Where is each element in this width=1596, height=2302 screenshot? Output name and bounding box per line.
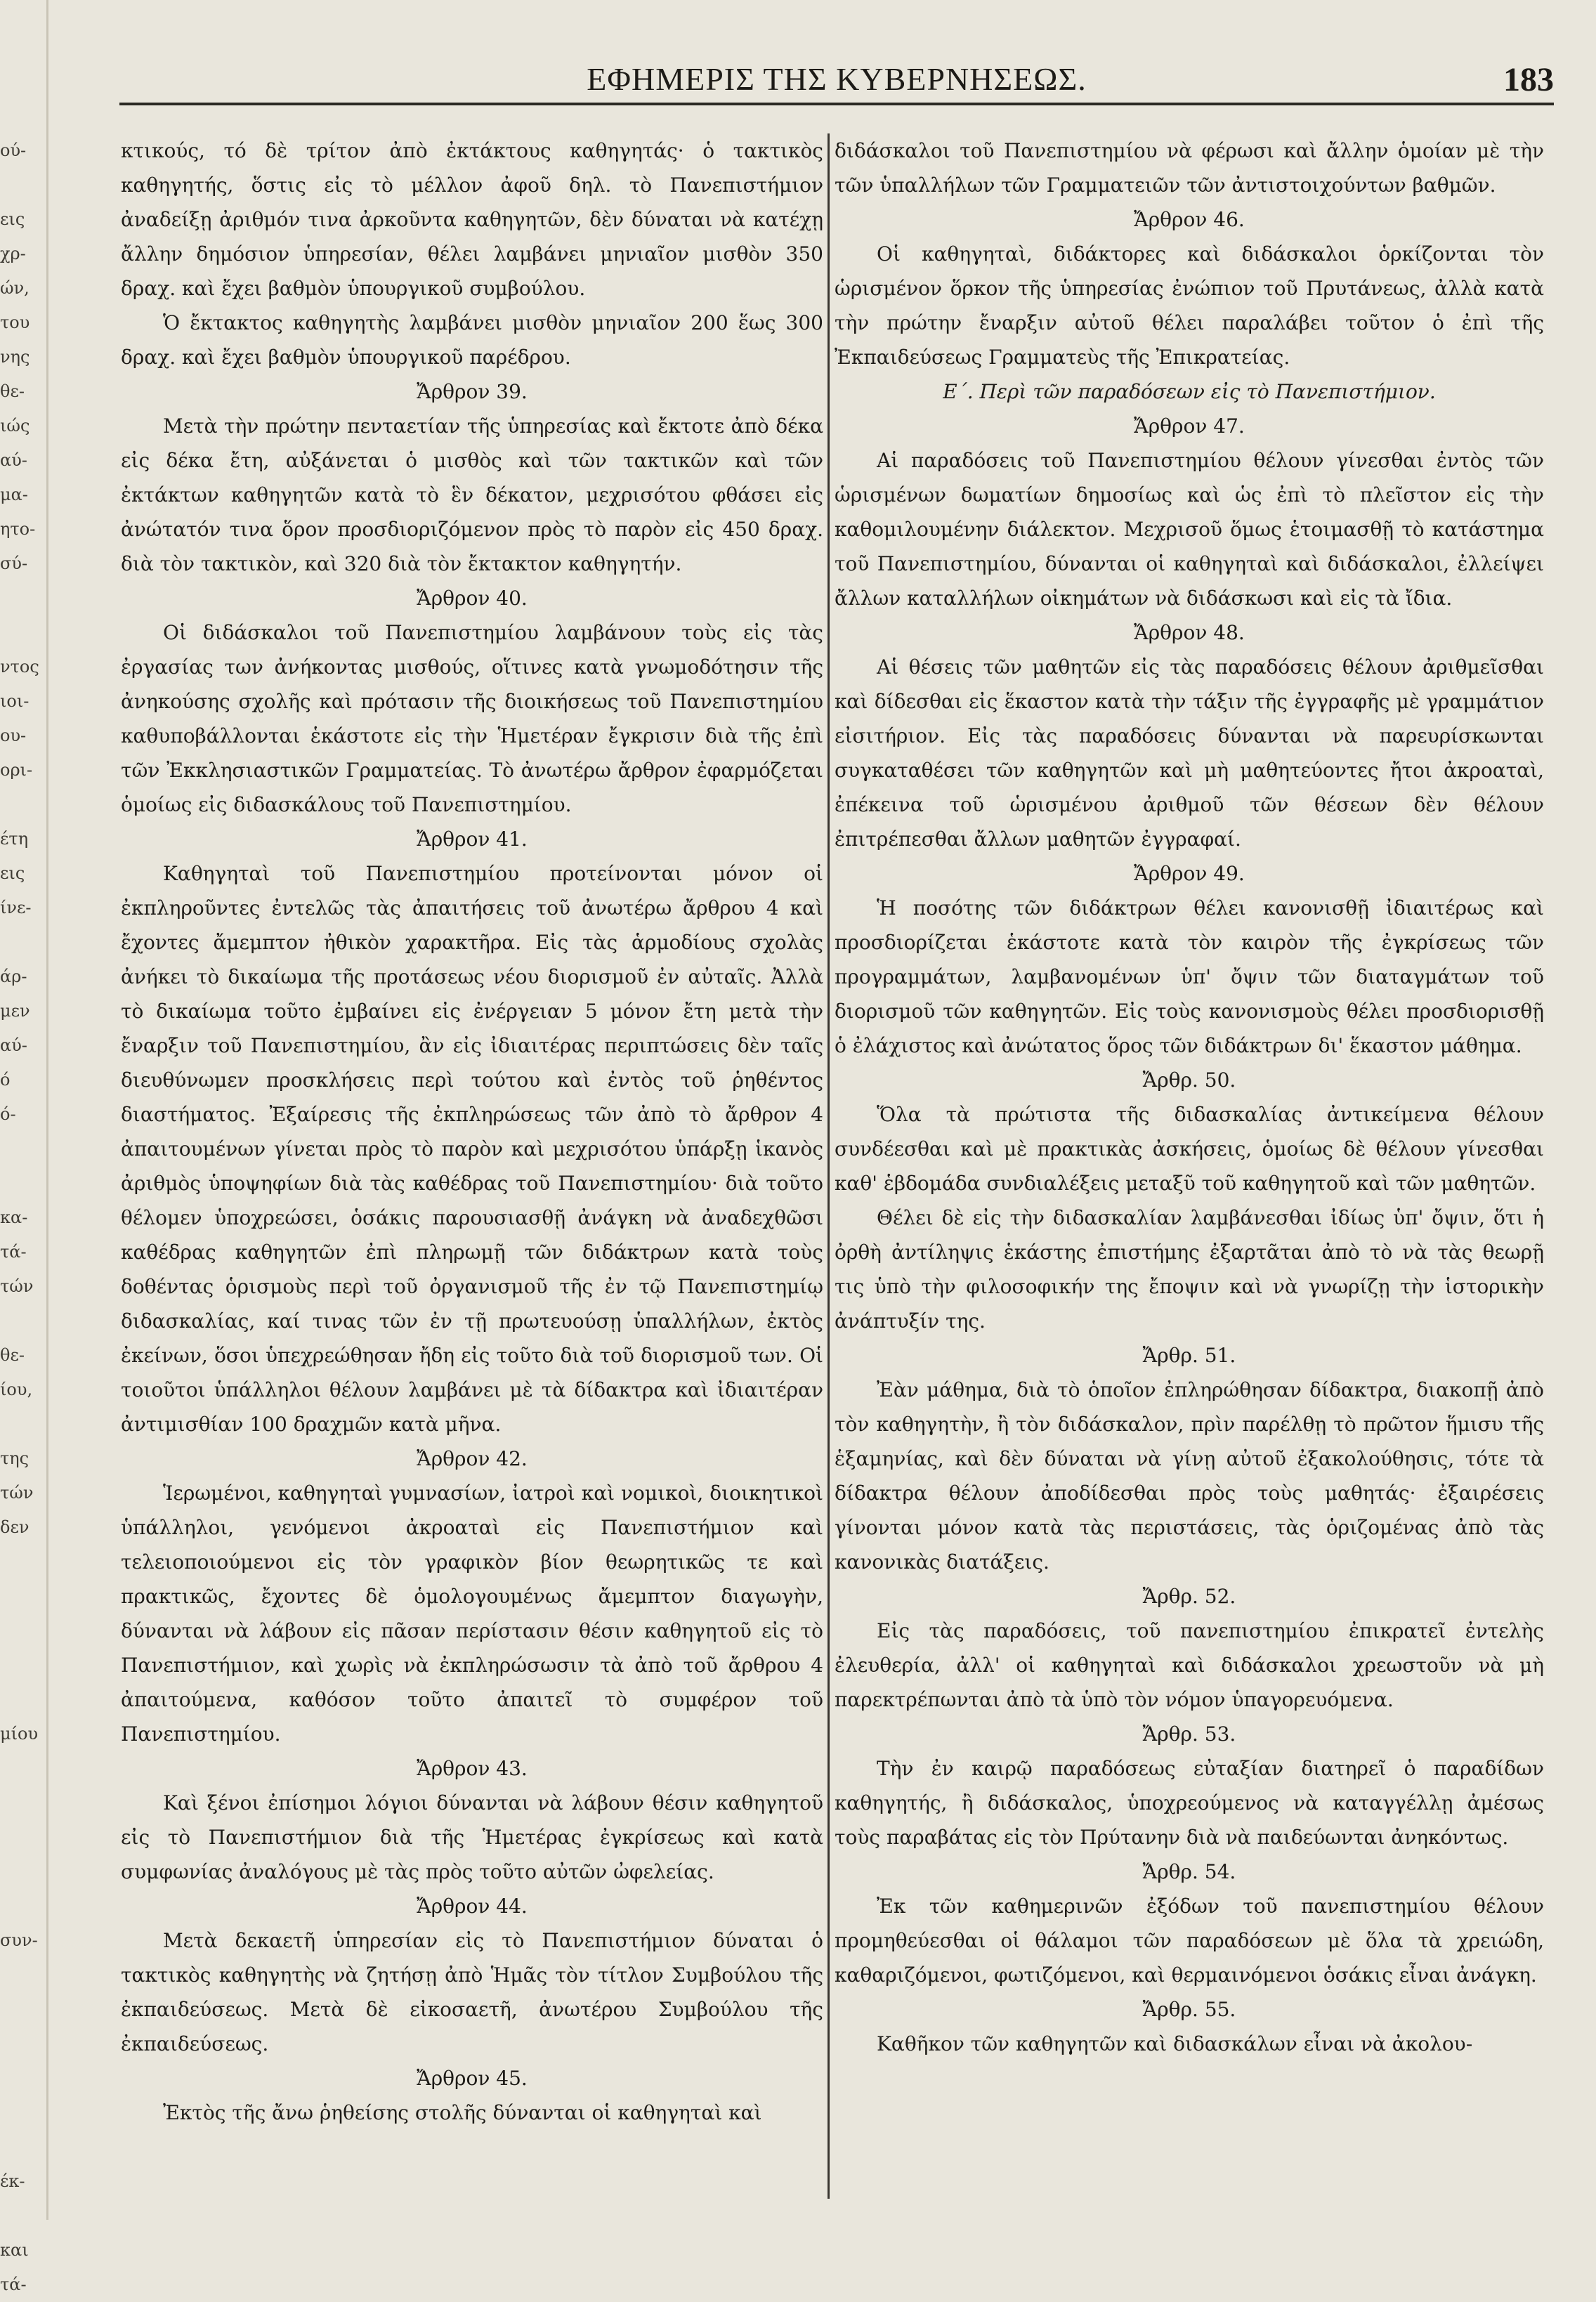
paragraph-continued: κτικούς, τό δὲ τρίτον ἀπὸ ἐκτάκτους καθηγητάς· ὁ τακτικὸς καθηγητής, ὅστις εἰς τὸ μέλλον ἀφοῦ δηλ. τὸ Πανεπιστήμιον ἀναδείξῃ ἀριθμόν τινα ἀρκοῦντα καθηγητῶν, δὲν δύναται νὰ κατέχῃ ἄλλην δημόσιον ὑπηρεσίαν, θέλει λαμβάνει μηνιαῖον μισθὸν 350 δραχ. καὶ ἔχει βαθμὸν ὑπουργικοῦ συμβούλου. bbox=[121, 139, 823, 300]
margin-fragment bbox=[0, 581, 49, 615]
paragraph: Αἱ παραδόσεις τοῦ Πανεπιστημίου θέλουν γίνεσθαι ἐντὸς τῶν ὡρισμένων δωματίων δημοσίως καὶ ὡς ἐπὶ τὸ πλεῖστον εἰς τὴν καθομιλουμένην διάλεκτον. Μεχρισοῦ ὅμως ἑτοιμασθῇ τὸ κατάστημα τοῦ Πανεπιστημίου, δύνανται οἱ καθηγηταὶ καὶ διδάσκαλοι, ἐλλείψει ἄλλων καταλλήλων οἰκημάτων νὰ διδάσκωσι καὶ εἰς τὰ ἴδια. bbox=[835, 449, 1544, 610]
paragraph: Ὁ ἔκτακτος καθηγητὴς λαμβάνει μισθὸν μηνιαῖον 200 ἕως 300 δραχ. καὶ ἔχει βαθμὸν ὑπουργικοῦ παρέδρου. bbox=[121, 311, 823, 369]
margin-fragment: τά- bbox=[0, 2275, 27, 2294]
margin-fragment: ό- bbox=[0, 1104, 16, 1124]
article-heading: Ἄρθρον 49. bbox=[1134, 862, 1245, 885]
paragraph: Ἱερωμένοι, καθηγηταὶ γυμνασίων, ἰατροὶ καὶ νομικοὶ, διοικητικοὶ ὑπάλληλοι, γενόμενοι ἀκροαταὶ εἰς Πανεπιστήμιον καὶ τελειοποιούμενοι εἰς τὸν γραφικὸν βίον θεωρητικῶς τε καὶ πρακτικῶς, ἔχοντες δὲ ὁμολογουμένως ἄμεμπτον διαγωγὴν, δύνανται νὰ λάβουν εἰς πᾶσαν περίστασιν θέσιν καθηγητοῦ εἰς τὸ Πανεπιστήμιον, καὶ χωρὶς νὰ ἐκπληρώσωσιν τὰ ἀπὸ τοῦ ἄρθρου 4 ἀπαιτούμενα, καθόσον τοῦτο ἀπαιτεῖ τὸ συμφέρον τοῦ Πανεπιστημίου. bbox=[121, 1482, 823, 1746]
margin-fragment bbox=[0, 1304, 49, 1338]
paragraph: Αἱ θέσεις τῶν μαθητῶν εἰς τὰς παραδόσεις θέλουν ἀριθμεῖσθαι καὶ δίδεσθαι εἰς ἕκαστον κατὰ τὴν τάξιν τῆς ἐγγραφῆς μὲ γραμμάτιον εἰσιτήριον. Εἰς τὰς παραδόσεις δύνανται νὰ παρευρίσκωνται συγκαταθέσει τῶν καθηγητῶν καὶ μὴ μαθητεύοντες ἤτοι ἀκροαταὶ, ἐπέκεινα τοῦ ὡρισμένου ἀριθμοῦ τῶν θέσεων δὲν θέλουν ἐπιτρέπεσθαι ἄλλων μαθητῶν ἐγγραφαί. bbox=[835, 655, 1544, 851]
margin-fragment bbox=[0, 1682, 49, 1717]
article-heading: Ἄρθρ. 52. bbox=[1142, 1585, 1236, 1608]
margin-fragment: χρ- bbox=[0, 244, 26, 263]
margin-fragment: σύ- bbox=[0, 554, 28, 573]
margin-fragment: ιώς bbox=[0, 416, 30, 436]
margin-fragment: ό bbox=[0, 1070, 11, 1090]
paragraph: Ἐκ τῶν καθημερινῶν ἐξόδων τοῦ πανεπιστημίου θέλουν προμηθεύεσθαι οἱ θάλαμοι τῶν παραδόσεων μὲ ὅλα τὰ χρειώδη, καθαριζόμενοι, φωτιζόμενοι, καὶ θερμαινόμενοι ὁσάκις εἶναι ἀνάγκη. bbox=[835, 1895, 1544, 1987]
article-heading: Ἄρθρ. 50. bbox=[1142, 1068, 1236, 1092]
margin-fragment: τών bbox=[0, 1276, 34, 1296]
left-column bbox=[121, 133, 823, 2192]
margin-fragment: ντος bbox=[0, 657, 39, 676]
margin-fragment bbox=[0, 2061, 49, 2095]
article-heading: Ἄρθρον 45. bbox=[417, 2067, 528, 2090]
article-heading: Ἄρθρον 43. bbox=[417, 1757, 528, 1780]
article-heading: Ἄρθρ. 55. bbox=[1142, 1998, 1236, 2021]
margin-fragment: του bbox=[0, 313, 30, 332]
margin-fragment: της bbox=[0, 1448, 30, 1468]
paragraph: Ἐὰν μάθημα, διὰ τὸ ὁποῖον ἐπληρώθησαν δίδακτρα, διακοπῇ ἀπὸ τὸν καθηγητὴν, ἢ τὸν διδάσκαλον, πρὶν παρέλθῃ τὸ πρῶτον ἥμισυ τῆς ἑξαμηνίας, καὶ δὲν δύναται νὰ γίνῃ αὐτοῦ ἐξακολούθησις, τότε τὰ δίδακτρα θέλουν ἀποδίδεσθαι πρὸς τοὺς μαθητάς· ἐξαιρέσεις γίνονται μόνον κατὰ τὰς περιστάσεις, τὰς ὁριζομένας ἀπὸ τὰς κανονικὰς διατάξεις. bbox=[835, 1378, 1544, 1574]
article-heading: Ἄρθρ. 53. bbox=[1142, 1722, 1236, 1746]
paragraph: Οἱ καθηγηταὶ, διδάκτορες καὶ διδάσκαλοι ὁρκίζονται τὸν ὡρισμένον ὅρκον τῆς ὑπηρεσίας ἐνώπιον τοῦ Πρυτάνεως, ἀλλὰ κατὰ τὴν πρώτην ἔναρξιν αὐτοῦ θέλει παραλάβει τοῦτον ὁ ἐπὶ τῆς Ἐκπαιδεύσεως Γραμματεὺς τῆς Ἐπικρατείας. bbox=[835, 242, 1544, 369]
page-number: 183 bbox=[1503, 61, 1554, 98]
margin-fragment: άρ- bbox=[0, 967, 27, 986]
margin-fragment bbox=[0, 1132, 49, 1166]
margin-fragment bbox=[0, 2199, 49, 2233]
margin-fragment bbox=[0, 1579, 49, 1614]
margin-fragment: ου- bbox=[0, 726, 27, 745]
margin-fragment: ίου, bbox=[0, 1380, 33, 1399]
article-heading: Ἄρθρον 41. bbox=[417, 828, 528, 851]
margin-fragment bbox=[0, 2027, 49, 2061]
margin-fragment bbox=[0, 615, 49, 650]
margin-fragment: ορι- bbox=[0, 760, 33, 780]
paragraph: Καὶ ξένοι ἐπίσημοι λόγιοι δύνανται νὰ λάβουν θέσιν καθηγητοῦ εἰς τὸ Πανεπιστήμιον διὰ τῆς Ἡμετέρας ἐγκρίσεως καὶ κατὰ συμφωνίας ἀναλόγους μὲ τὰς πρὸς τοῦτο αὐτῶν ὠφελείας. bbox=[121, 1791, 823, 1883]
margin-fragment bbox=[0, 925, 49, 960]
margin-fragment: τά- bbox=[0, 1242, 27, 1262]
margin-fragment: ίνε- bbox=[0, 898, 32, 917]
margin-fragment: αύ- bbox=[0, 450, 27, 470]
paragraph-continued: διδάσκαλοι τοῦ Πανεπιστημίου νὰ φέρωσι καὶ ἄλλην ὁμοίαν μὲ τὴν τῶν ὑπαλλήλων τῶν Γραμματειῶν τῶν ἀντιστοιχούντων βαθμῶν. bbox=[835, 139, 1544, 197]
margin-fragment bbox=[0, 168, 49, 202]
margin-fragment bbox=[0, 1855, 49, 1889]
margin-fragment: αύ- bbox=[0, 1035, 27, 1055]
article-heading: Ἄρθρ. 51. bbox=[1142, 1344, 1236, 1367]
margin-fragment: ητο- bbox=[0, 519, 36, 539]
margin-fragment: συν- bbox=[0, 1930, 38, 1950]
margin-fragment bbox=[0, 2095, 49, 2130]
paragraph: Τὴν ἐν καιρῷ παραδόσεως εὐταξίαν διατηρεῖ ὁ παραδίδων καθηγητής, ἢ διδάσκαλος, ὑποχρεούμενος νὰ καταγγέλλῃ ἀμέσως τοὺς παραβάτας εἰς τὸν Πρύτανην διὰ νὰ παιδεύωνται ἀνηκόντως. bbox=[835, 1757, 1544, 1849]
page-title: ΕΦΗΜΕΡΙΣ ΤΗΣ ΚΥΒΕΡΝΗΣΕΩΣ. bbox=[587, 61, 1087, 97]
paragraph: Καθῆκον τῶν καθηγητῶν καὶ διδασκάλων εἶναι νὰ ἀκολου- bbox=[877, 2032, 1473, 2055]
margin-fragment: ιοι- bbox=[0, 691, 30, 711]
section-heading: Ε΄. Περὶ τῶν παραδόσεων εἰς τὸ Πανεπιστήμιον. bbox=[943, 380, 1436, 403]
paragraph: Ἐκτὸς τῆς ἄνω ῥηθείσης στολῆς δύνανται οἱ καθηγηταὶ καὶ bbox=[163, 2101, 762, 2124]
paragraph: Θέλει δὲ εἰς τὴν διδασκαλίαν λαμβάνεσθαι ἰδίως ὑπ' ὄψιν, ὅτι ἡ ὀρθὴ ἀντίληψις ἑκάστης ἐπιστήμης ἐξαρτᾶται ἀπὸ τὸ νὰ τὰς θεωρῇ τις ὑπὸ τὴν φιλοσοφικήν της ἔποψιν καὶ νὰ γνωρίζῃ τὴν ἱστορικὴν ἀνάπτυξίν της. bbox=[835, 1206, 1544, 1333]
margin-fragment: ού- bbox=[0, 140, 27, 160]
margin-fragment: θε- bbox=[0, 1345, 25, 1365]
paragraph: Οἱ διδάσκαλοι τοῦ Πανεπιστημίου λαμβάνουν τοὺς εἰς τὰς ἐργασίας των ἀνήκοντας μισθούς, οἵτινες κατὰ γνωμοδότησιν τῆς ἀνηκούσης σχολῆς καὶ πρότασιν τῆς διοικήσεως τοῦ Πανεπιστημίου καθυποβάλλονται ἑκάστοτε εἰς τὴν Ἡμετέραν ἔγκρισιν διὰ τῆς ἐπὶ τῶν Ἐκκλησιαστικῶν Γραμματείας. Τὸ ἀνωτέρω ἄρθρον ἐφαρμόζεται ὁμοίως εἰς διδασκάλους τοῦ Πανεπιστημίου. bbox=[121, 621, 823, 816]
paragraph: Καθηγηταὶ τοῦ Πανεπιστημίου προτείνονται μόνον οἱ ἐκπληροῦντες ἐντελῶς τὰς ἀπαιτήσεις τοῦ ἀνωτέρω ἄρθρου 4 καὶ ἔχοντες ἄμεμπτον ἠθικὸν χαρακτῆρα. Εἰς τὰς ἁρμοδίους σχολὰς ἀνήκει τὸ δικαίωμα τῆς προτάσεως νέου διορισμοῦ ἐν αὐταῖς. Ἀλλὰ τὸ δικαίωμα τοῦτο ἐμβαίνει εἰς ἐνέργειαν 5 μόνον ἔτη μετὰ τὴν ἔναρξιν τοῦ Πανεπιστημίου, ἂν εἰς ἰδιαιτέρας περιπτώσεις δὲν ταῖς διευθύνωμεν προσκλήσεις περὶ τούτου καὶ ἐντὸς τοῦ ῥηθέντος διαστήματος. Ἐξαίρεσις τῆς ἐκπληρώσεως τῶν ἀπὸ τὸ ἄρθρον 4 ἀπαιτουμένων γίνεται πρὸς τὸ παρὸν καὶ μεχρισότου ὑπάρξῃ ἱκανὸς ἀριθμὸς ὑποψηφίων διὰ τὰς καθέδρας τοῦ Πανεπιστημίου· διὰ τοῦτο θέλομεν ὑποχρεώσει, ὁσάκις παρουσιασθῇ ἀνάγκη νὰ ἀναδεχθῶσι καθέδρας καθηγητῶν ἐπὶ πληρωμῇ τῶν διδάκτρων κατὰ τοὺς δοθέντας ὁρισμοὺς περὶ τοῦ ὀργανισμοῦ τῆς ἐν τῷ Πανεπιστημίῳ διδασκαλίας, καί τινας τῶν ἐν τῇ πρωτευούσῃ ὑπαλλήλων, ἐκτὸς ἐκείνων, ὅσοι ὑπεχρεώθησαν ἤδη εἰς τοῦτο διὰ τοῦ διορισμοῦ των. Οἱ τοιοῦτοι ὑπάλληλοι θέλουν λαμβάνει μὲ τὰ δίδακτρα καὶ ἰδιαιτέραν ἀντιμισθίαν 100 δραχμῶν κατὰ μῆνα. bbox=[121, 862, 823, 1436]
margin-fragment bbox=[0, 1820, 49, 1855]
margin-fragment: μα- bbox=[0, 485, 28, 504]
margin-fragment: έκ- bbox=[0, 2171, 25, 2191]
article-heading: Ἄρθρον 40. bbox=[417, 587, 528, 610]
article-heading: Ἄρθρον 48. bbox=[1134, 621, 1245, 644]
margin-fragment bbox=[0, 1545, 49, 1579]
article-heading: Ἄρθρον 46. bbox=[1134, 208, 1245, 231]
article-heading: Ἄρθρον 44. bbox=[417, 1895, 528, 1918]
margin-fragment bbox=[0, 1751, 49, 1786]
margin-fragment bbox=[0, 1786, 49, 1820]
right-column bbox=[835, 133, 1544, 2192]
article-heading: Ἄρθρ. 54. bbox=[1142, 1860, 1236, 1883]
margin-fragment bbox=[0, 1614, 49, 1648]
margin-fragment bbox=[0, 2130, 49, 2164]
margin-fragment bbox=[0, 1166, 49, 1201]
paragraph: Ὅλα τὰ πρώτιστα τῆς διδασκαλίας ἀντικείμενα θέλουν συνδέεσθαι καὶ μὲ πρακτικὰς ἀσκήσεις, ὁμοίως δὲ θέλουν γίνεσθαι καθ' ἑβδομάδα συνδιαλέξεις μεταξῦ τοῦ καθηγητοῦ καὶ τῶν μαθητῶν. bbox=[835, 1103, 1544, 1195]
article-heading: Ἄρθρον 42. bbox=[417, 1447, 528, 1470]
margin-fragment: κα- bbox=[0, 1208, 28, 1227]
column-divider bbox=[828, 133, 830, 2199]
paragraph: Μετὰ τὴν πρώτην πενταετίαν τῆς ὑπηρεσίας καὶ ἔκτοτε ἀπὸ δέκα εἰς δέκα ἔτη, αὐξάνεται ὁ μισθὸς καὶ τῶν τακτικῶν καὶ τῶν ἐκτάκτων καθηγητῶν κατὰ τὸ ἓν δέκατον, μεχρισότου φθάσει εἰς ἀνώτατόν τινα ὅρον προσδιοριζόμενον πρὸς τὸ παρὸν εἰς 450 δραχ. διὰ τὸν τακτικὸν, καὶ 320 διὰ τὸν ἔκτακτον καθηγητήν. bbox=[121, 414, 823, 575]
paragraph: Εἰς τὰς παραδόσεις, τοῦ πανεπιστημίου ἐπικρατεῖ ἐντελὴς ἐλευθερία, ἀλλ' οἱ καθηγηταὶ καὶ διδάσκαλοι χρεωστοῦν νὰ μὴ παρεκτρέπωνται ἀπὸ τὰ ὑπὸ τὸν νόμον ὑπαγορευόμενα. bbox=[835, 1619, 1544, 1711]
article-heading: Ἄρθρον 39. bbox=[417, 380, 528, 403]
margin-fragment: τών bbox=[0, 1483, 34, 1503]
margin-fragment: δεν bbox=[0, 1517, 30, 1537]
margin-fragment: εις bbox=[0, 863, 25, 883]
margin-fragment bbox=[0, 1407, 49, 1441]
margin-fragment: μίου bbox=[0, 1724, 39, 1744]
margin-fragment: ών, bbox=[0, 278, 30, 298]
margin-fragment: μεν bbox=[0, 1001, 30, 1021]
margin-fragment bbox=[0, 1992, 49, 2027]
article-heading: Ἄρθρον 47. bbox=[1134, 414, 1245, 438]
paragraph: Μετὰ δεκαετῆ ὑπηρεσίαν εἰς τὸ Πανεπιστήμιον δύναται ὁ τακτικὸς καθηγητὴς νὰ ζητήσῃ ἀπὸ Ἡμᾶς τὸν τίτλον Συμβούλου τῆς ἐκπαιδεύσεως. Μετὰ δὲ εἰκοσαετῆ, ἀνωτέρου Συμβούλου τῆς ἐκπαιδεύσεως. bbox=[121, 1929, 823, 2055]
paragraph: Ἡ ποσότης τῶν διδάκτρων θέλει κανονισθῇ ἰδιαιτέρως καὶ προσδιορίζεται ἑκάστοτε κατὰ τὸν καιρὸν τῆς ἐγκρίσεως τῶν προγραμμάτων, λαμβανομένων ὑπ' ὄψιν τῶν διαταγμάτων τοῦ διορισμοῦ τῶν καθηγητῶν. Εἰς τοὺς κανονισμοὺς θέλει προσδιορισθῇ ὁ ἐλάχιστος καὶ ἀνώτατος ὅρος τῶν διδάκτρων δι' ἕκαστον μάθημα. bbox=[835, 896, 1544, 1057]
previous-page-margin bbox=[0, 133, 49, 2294]
margin-fragment bbox=[0, 787, 49, 822]
margin-fragment: εις bbox=[0, 209, 25, 229]
margin-fragment bbox=[0, 1889, 49, 1923]
margin-fragment: και bbox=[0, 2240, 29, 2260]
margin-fragment: νης bbox=[0, 347, 30, 367]
margin-fragment bbox=[0, 1648, 49, 1682]
margin-fragment: έτη bbox=[0, 829, 29, 849]
margin-fragment bbox=[0, 1958, 49, 1992]
margin-fragment: θε- bbox=[0, 381, 25, 401]
page-header bbox=[119, 60, 1554, 105]
